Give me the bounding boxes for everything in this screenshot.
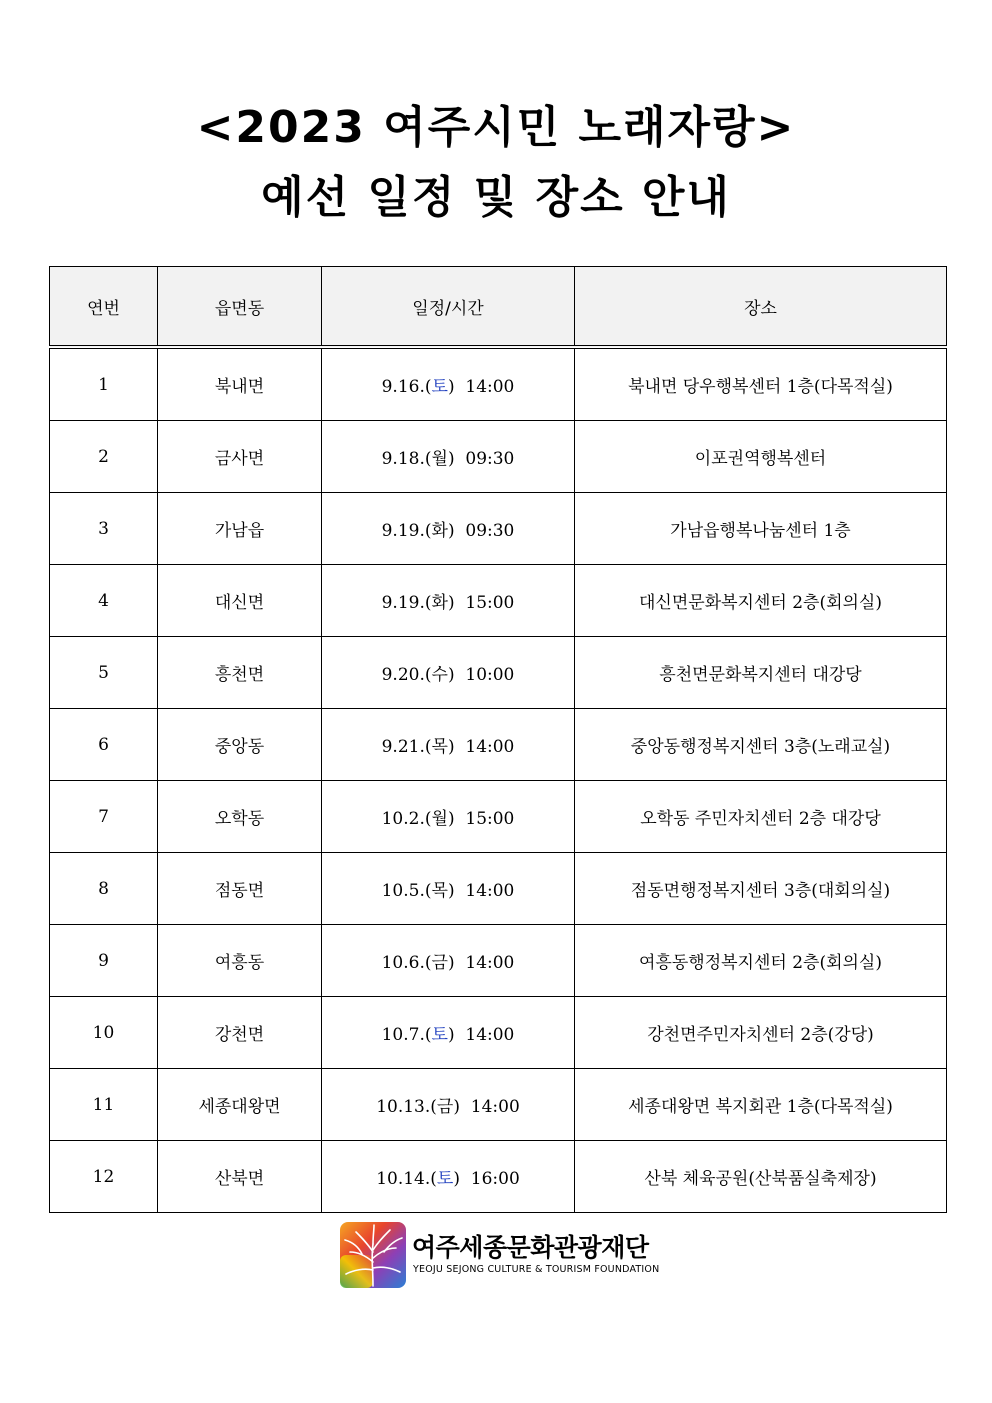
- row-schedule: [322, 925, 575, 997]
- row-schedule: [322, 1141, 575, 1213]
- row-number: 1: [50, 347, 158, 421]
- row-schedule: [322, 565, 575, 637]
- schedule-time: ) 16:00: [453, 1169, 520, 1189]
- schedule-time: ) 09:30: [447, 521, 515, 541]
- schedule-day: 수: [431, 665, 448, 685]
- row-number: 3: [50, 493, 158, 565]
- row-number: 10: [50, 997, 158, 1069]
- row-place: 대신면문화복지센터 2층(회의실): [575, 565, 947, 637]
- schedule-time: ) 14:00: [453, 1097, 520, 1117]
- row-number: 11: [50, 1069, 158, 1141]
- row-place: 점동면행정복지센터 3층(대회의실): [575, 853, 947, 925]
- table-row: [50, 1069, 947, 1141]
- row-number: 7: [50, 781, 158, 853]
- schedule-day: 화: [431, 521, 448, 541]
- schedule-date: 9.18.(: [381, 449, 432, 469]
- schedule-date: 10.7.(: [381, 1025, 432, 1045]
- row-number: 6: [50, 709, 158, 781]
- row-number: 2: [50, 421, 158, 493]
- row-area: 강천면: [158, 997, 322, 1069]
- row-area: 점동면: [158, 853, 322, 925]
- table-row: [50, 709, 947, 781]
- row-place: 오학동 주민자치센터 2층 대강당: [575, 781, 947, 853]
- page-subtitle: 예선 일정 및 장소 안내: [261, 172, 731, 223]
- schedule-date: 10.13.(: [376, 1097, 437, 1117]
- schedule-day: 금: [436, 1097, 454, 1117]
- header-number: 연번: [50, 267, 158, 348]
- schedule-date: 10.5.(: [381, 881, 432, 901]
- schedule-date: 9.19.(: [381, 593, 432, 613]
- foundation-subtitle: YEOJU SEJONG CULTURE & TOURISM FOUNDATION: [413, 1264, 660, 1275]
- schedule-day: 토: [431, 1025, 448, 1045]
- schedule-time: ) 10:00: [447, 665, 515, 685]
- row-place: 세종대왕면 복지회관 1층(다목적실): [575, 1069, 947, 1141]
- row-area: 가남읍: [158, 493, 322, 565]
- schedule-time: ) 14:00: [447, 377, 515, 397]
- table-row: [50, 925, 947, 997]
- row-place: 가남읍행복나눔센터 1층: [575, 493, 947, 565]
- row-area: 오학동: [158, 781, 322, 853]
- schedule-time: ) 14:00: [447, 953, 515, 973]
- schedule-date: 10.6.(: [381, 953, 432, 973]
- row-number: 9: [50, 925, 158, 997]
- header-schedule: 일정/시간: [322, 267, 575, 348]
- schedule-day: 화: [431, 593, 448, 613]
- row-schedule: [322, 637, 575, 709]
- schedule-date: 9.19.(: [381, 521, 432, 541]
- schedule-date: 9.20.(: [381, 665, 432, 685]
- row-number: 5: [50, 637, 158, 709]
- row-schedule: [322, 347, 575, 421]
- row-area: 여흥동: [158, 925, 322, 997]
- row-number: 4: [50, 565, 158, 637]
- row-schedule: [322, 997, 575, 1069]
- foundation-logo: [340, 1222, 660, 1290]
- row-area: 중앙동: [158, 709, 322, 781]
- schedule-day: 월: [431, 449, 448, 469]
- row-place: 이포권역행복센터: [575, 421, 947, 493]
- schedule-day: 금: [431, 953, 448, 973]
- row-schedule: [322, 421, 575, 493]
- row-area: 금사면: [158, 421, 322, 493]
- schedule-date: 10.2.(: [381, 809, 432, 829]
- schedule-time: ) 09:30: [447, 449, 515, 469]
- table-row: [50, 637, 947, 709]
- row-place: 여흥동행정복지센터 2층(회의실): [575, 925, 947, 997]
- row-place: 중앙동행정복지센터 3층(노래교실): [575, 709, 947, 781]
- row-schedule: [322, 781, 575, 853]
- schedule-date: 9.21.(: [381, 737, 432, 757]
- row-number: 8: [50, 853, 158, 925]
- schedule-time: ) 14:00: [447, 737, 515, 757]
- schedule-day: 월: [431, 809, 448, 829]
- table-row: [50, 347, 947, 421]
- row-area: 북내면: [158, 347, 322, 421]
- row-area: 산북면: [158, 1141, 322, 1213]
- row-number: 12: [50, 1141, 158, 1213]
- table-row: [50, 853, 947, 925]
- foundation-name: 여주세종문화관광재단: [412, 1233, 649, 1262]
- table-row: [50, 565, 947, 637]
- row-schedule: [322, 709, 575, 781]
- row-schedule: [322, 1069, 575, 1141]
- row-area: 대신면: [158, 565, 322, 637]
- row-place: 강천면주민자치센터 2층(강당): [575, 997, 947, 1069]
- schedule-time: ) 15:00: [447, 593, 515, 613]
- schedule-day: 목: [431, 737, 448, 757]
- table-row: [50, 421, 947, 493]
- row-schedule: [322, 853, 575, 925]
- schedule-time: ) 14:00: [447, 1025, 515, 1045]
- table-row: [50, 997, 947, 1069]
- table-row: [50, 1141, 947, 1213]
- foundation-logo-icon: [340, 1222, 406, 1288]
- schedule-time: ) 14:00: [447, 881, 515, 901]
- table-row: [50, 781, 947, 853]
- row-schedule: [322, 493, 575, 565]
- table-header-row: [50, 267, 947, 348]
- row-place: 산북 체육공원(산북품실축제장): [575, 1141, 947, 1213]
- schedule-table: [49, 266, 947, 1213]
- header-place: 장소: [575, 267, 947, 348]
- schedule-time: ) 15:00: [447, 809, 515, 829]
- schedule-day: 토: [431, 377, 448, 397]
- schedule-day: 토: [436, 1169, 454, 1189]
- row-place: 북내면 당우행복센터 1층(다목적실): [575, 347, 947, 421]
- table-row: [50, 493, 947, 565]
- header-area: 읍면동: [158, 267, 322, 348]
- schedule-date: 9.16.(: [381, 377, 432, 397]
- page-title: <2023 여주시민 노래자랑>: [196, 102, 796, 153]
- row-place: 흥천면문화복지센터 대강당: [575, 637, 947, 709]
- row-area: 세종대왕면: [158, 1069, 322, 1141]
- schedule-date: 10.14.(: [376, 1169, 437, 1189]
- schedule-day: 목: [431, 881, 448, 901]
- row-area: 흥천면: [158, 637, 322, 709]
